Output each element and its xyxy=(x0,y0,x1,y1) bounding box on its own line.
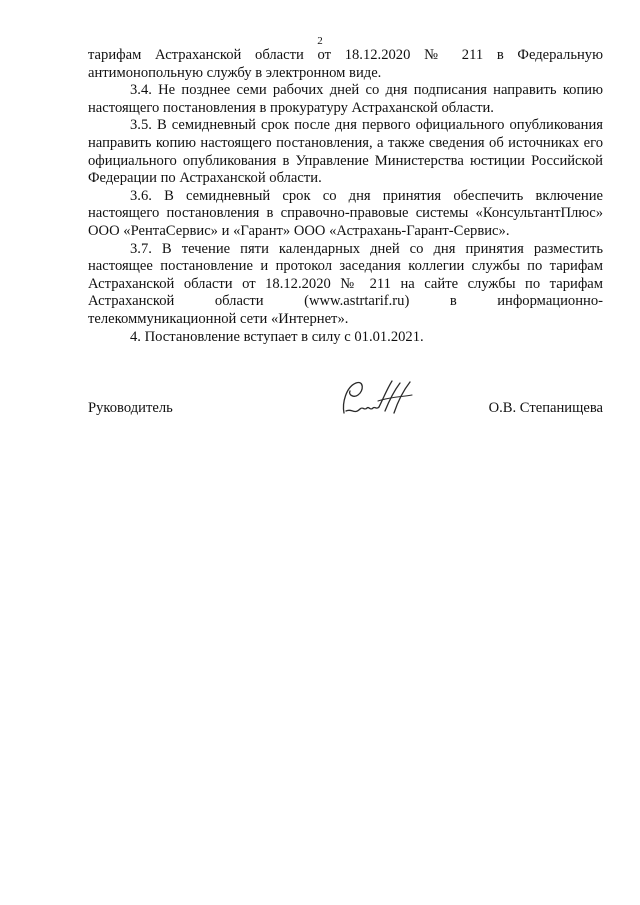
paragraph-3-4: 3.4. Не позднее семи рабочих дней со дня подписания направить копию настоящего постановления в прокуратуру Астраханской области. xyxy=(88,82,603,116)
paragraph-4: 4. Постановление вступает в силу с 01.01.2021. xyxy=(130,328,424,345)
signatory-name: О.В. Степанищева xyxy=(488,400,603,416)
page-number: 2 xyxy=(317,35,323,47)
signatory-title: Руководитель xyxy=(88,400,173,416)
paragraph-3-5: 3.5. В семидневный срок после дня первого официального опубликования направить копию настоящего постановления, а также сведения об источниках его официального опубликования в Управление Министерства юстиции Российской Федерации по Астраханской области. xyxy=(88,117,603,187)
paragraph-3-7: 3.7. В течение пяти календарных дней со дня принятия разместить настоящее постановление и протокол заседания коллегии службы по тарифам Астраханской области от 18.12.2020 № 211 на сайте службы по тарифам Астраханской области (www.astrtarif.ru) в информационно-телекоммуникационной сети «Интернет». xyxy=(88,240,603,327)
handwritten-signature xyxy=(338,375,422,423)
document-body xyxy=(88,47,603,346)
paragraph-continuation: тарифам Астраханской области от 18.12.2020 № 211 в Федеральную антимонопольную службу в электронном виде. xyxy=(88,47,603,81)
paragraph-3-6: 3.6. В семидневный срок со дня принятия обеспечить включение настоящего постановления в справочно-правовые системы «КонсультантПлюс» ООО «РентаСервис» и «Гарант» ООО «Астрахань-Гарант-Сервис». xyxy=(88,187,603,239)
